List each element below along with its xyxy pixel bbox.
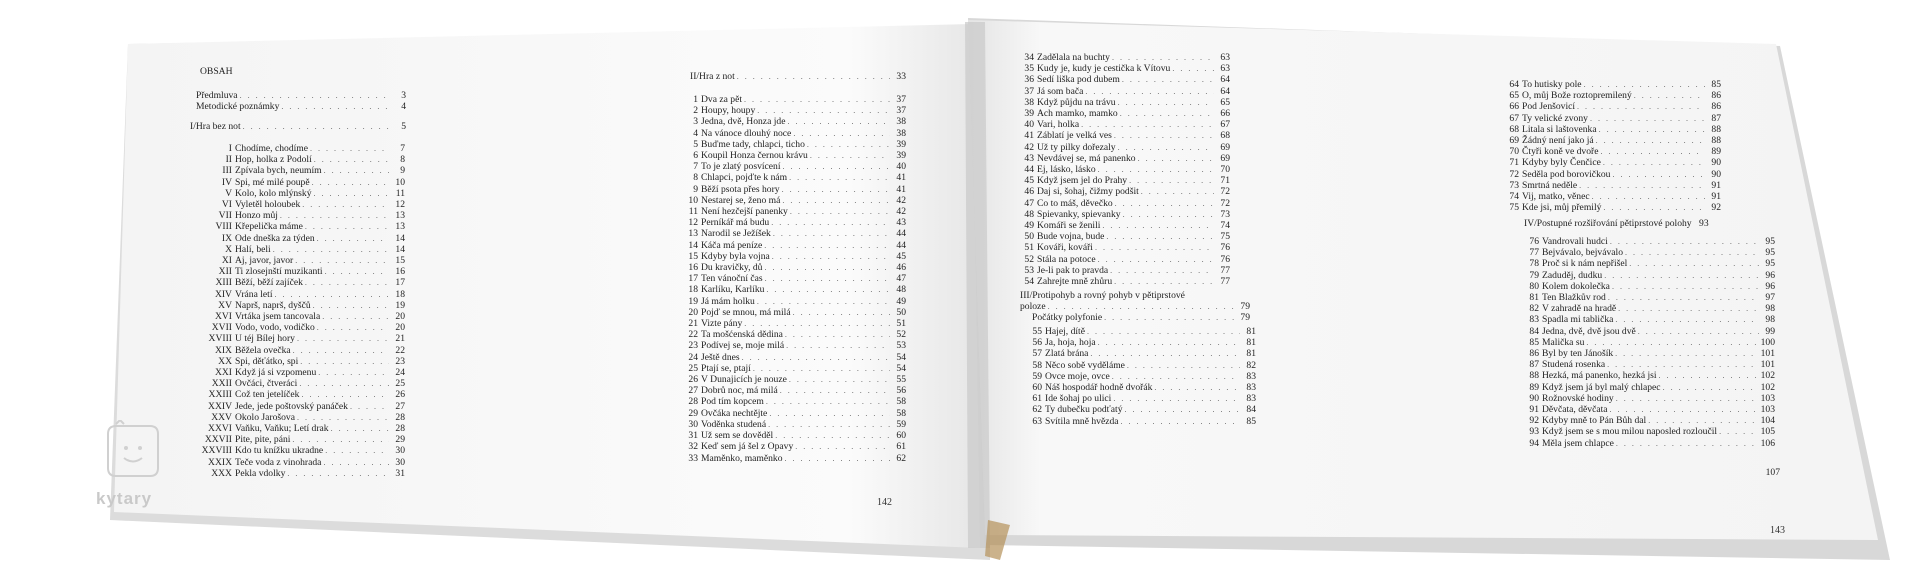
page-number-right: 143 xyxy=(1770,525,1785,536)
toc-entry: 39 Ach mamko, mamko . . . 66 xyxy=(1020,108,1230,119)
toc-entry: 31 Už sem se dověděl . . . 60 xyxy=(684,430,906,441)
toc-entry: III Zpívala bych, neumím . . . 9 xyxy=(140,165,405,176)
toc-entry: 72 Seděla pod borovičkou . . . 90 xyxy=(1505,169,1721,180)
toc-entry: 8 Chlapci, pojďte k nám . . . 41 xyxy=(684,172,906,183)
toc-entry: 77 Bejvávalo, bejvávalo . . . 95 xyxy=(1525,247,1775,258)
toc-entry: 43 Nevdávej se, má panenko . . . 69 xyxy=(1020,153,1230,164)
toc-entry: XVI Vrtáka jsem tancovala . . . 20 xyxy=(140,311,405,322)
toc-entry: 56 Ja, hoja, hoja . . . 81 xyxy=(1028,337,1256,348)
toc-entry: 38 Když půjdu na trávu . . . 65 xyxy=(1020,97,1230,108)
toc-entry: XXVI Vaňku, Vaňku; Letí drak . . . 28 xyxy=(140,423,405,434)
toc-entry: 53 Je-li pak to pravda . . . 77 xyxy=(1020,265,1230,276)
toc-entry: 91 Děvčata, děvčata . . . 103 xyxy=(1525,404,1775,415)
kytary-logo-icon xyxy=(96,420,176,488)
toc-entry: 51 Kováři, kováři . . . 76 xyxy=(1020,242,1230,253)
toc-entry: 30 Voděnka studená . . . 59 xyxy=(684,419,906,430)
toc-entry: 19 Já mám holku . . . 49 xyxy=(684,296,906,307)
toc-entry: 74 Vij, matko, věnec . . . 91 xyxy=(1505,191,1721,202)
toc-entry: 22 Ta mošćenská dědina . . . 52 xyxy=(684,329,906,340)
toc-entry: 7 To je zlatý posvícení . . . 40 xyxy=(684,161,906,172)
toc-entry: 24 Ještě dnes . . . 54 xyxy=(684,352,906,363)
toc-entry: 84 Jedna, dvě, dvě jsou dvě . . . 99 xyxy=(1525,326,1775,337)
toc-entry: 2 Houpy, houpy . . . 37 xyxy=(684,105,906,116)
part-heading: IV/Postupné rozšiřování pětiprstové polohy 93 xyxy=(1524,218,1709,229)
toc-entry: 89 Když jsem já byl malý chlapec . . . 102 xyxy=(1525,382,1775,393)
toc-entry: 54 Zahrejte mně zhůru . . . 77 xyxy=(1020,276,1230,287)
toc-entry: 61 Ide šohaj po ulici . . . 83 xyxy=(1028,393,1256,404)
toc-entry: XIII Běží, běží zajíček . . . 17 xyxy=(140,277,405,288)
toc-entry: 46 Daj si, šohaj, čižmy podšit . . . 72 xyxy=(1020,186,1230,197)
watermark-text: kytary xyxy=(96,489,153,508)
toc-entry: 86 Byl by ten Jánošík . . . 101 xyxy=(1525,348,1775,359)
toc-entry: 66 Pod Jenšovicí . . . 86 xyxy=(1505,101,1721,112)
toc-entry: 60 Náš hospodář hodně dvořák . . . 83 xyxy=(1028,382,1256,393)
toc-entry: 15 Kdyby byla vojna . . . 45 xyxy=(684,251,906,262)
toc-entry: 37 Já som bača . . . 64 xyxy=(1020,86,1230,97)
part3-heading xyxy=(1020,290,1250,324)
toc-entry: 10 Nestarej se, ženo má . . . 42 xyxy=(684,195,906,206)
toc-entry: 87 Studená rosenka . . . 101 xyxy=(1525,359,1775,370)
toc-entry: 48 Spievanky, spievanky . . . 73 xyxy=(1020,209,1230,220)
toc-entry: 69 Žádný není jako já . . . 88 xyxy=(1505,135,1721,146)
toc-entry: XIX Běžela ovečka . . . 22 xyxy=(140,345,405,356)
toc-entry: XXII Ovčáci, čtveráci . . . 25 xyxy=(140,378,405,389)
toc-entry: 28 Pod tím kopcem . . . 58 xyxy=(684,396,906,407)
toc-entry: I Chodíme, chodíme . . . 7 xyxy=(140,143,405,154)
toc-entry: XXX Pekla vdolky . . . 31 xyxy=(140,468,405,479)
toc-entry: 88 Hezká, má panenko, hezká jsi . . . 102 xyxy=(1525,370,1775,381)
toc-entry: 70 Čtyři koně ve dvoře . . . 89 xyxy=(1505,146,1721,157)
toc-entry: XXVIII Kdo tu knížku ukradne . . . 30 xyxy=(140,445,405,456)
toc-entry: 25 Ptají se, ptají . . . 54 xyxy=(684,363,906,374)
toc-entry: 26 V Dunajicích je nouze . . . 55 xyxy=(684,374,906,385)
toc-entry: XXIV Jede, jede poštovský panáček . . . 27 xyxy=(140,401,405,412)
toc-entry: 68 Litala si laštovenka . . . 88 xyxy=(1505,124,1721,135)
part3-title-row: poloze . . . 79 xyxy=(1020,301,1250,312)
extra-page-number: 107 xyxy=(1765,467,1780,478)
toc-entry: 90 Rožnovské hodiny . . . 103 xyxy=(1525,393,1775,404)
toc-entry: 42 Už ty pilky dořezaly . . . 69 xyxy=(1020,142,1230,153)
toc-entry: 36 Sedí liška pod dubem . . . 64 xyxy=(1020,74,1230,85)
part-heading: II/Hra z not . . . 33 xyxy=(690,71,906,82)
toc-entry: Počátky polyfonie . . . 79 xyxy=(1020,312,1250,323)
toc-entry: IV Spi, mé milé poupě . . . 10 xyxy=(140,177,405,188)
toc-entry: 92 Kdyby mně to Pán Bůh dal . . . 104 xyxy=(1525,415,1775,426)
toc-entry: XX Spi, děťátko, spi . . . 23 xyxy=(140,356,405,367)
part4-heading xyxy=(1524,218,1786,229)
toc-column-right-1 xyxy=(1020,52,1230,287)
toc-entry: VI Vyletěl holoubek . . . 12 xyxy=(140,199,405,210)
toc-entry: XII Ti zlosejnští muzikanti . . . 16 xyxy=(140,266,405,277)
toc-column-right-3 xyxy=(1505,79,1721,213)
toc-entry: 12 Perníkář má budu . . . 43 xyxy=(684,217,906,228)
part-heading: I/Hra bez not . . . 5 xyxy=(196,121,406,132)
toc-entry: 20 Pojď se mnou, má milá . . . 50 xyxy=(684,307,906,318)
toc-entry: 82 V zahradě na hradě . . . 98 xyxy=(1525,303,1775,314)
toc-entry: 85 Malička su . . . 100 xyxy=(1525,337,1775,348)
toc-entry: 14 Káča má peníze . . . 44 xyxy=(684,240,906,251)
part3-title-line1: III/Protipohyb a rovný pohyb v pětiprstové xyxy=(1020,290,1185,301)
toc-entry: 47 Co to máš, děvečko . . . 72 xyxy=(1020,198,1230,209)
toc-entry: II Hop, holka z Podolí . . . 8 xyxy=(140,154,405,165)
toc-entry: IX Ode dneška za týden . . . 14 xyxy=(140,233,405,244)
toc-entry: XIV Vrána letí . . . 18 xyxy=(140,289,405,300)
toc-entry: VII Honzo můj . . . 13 xyxy=(140,210,405,221)
toc-entry: 4 Na vánoce dlouhý noce . . . 38 xyxy=(684,128,906,139)
toc-entry: 62 Ty dubečku podťatý . . . 84 xyxy=(1028,404,1256,415)
toc-entry: 27 Dobrů noc, má milá . . . 56 xyxy=(684,385,906,396)
toc-entry: 49 Komáři se ženili . . . 74 xyxy=(1020,220,1230,231)
toc-entry: 52 Stála na potoce . . . 76 xyxy=(1020,254,1230,265)
obsah-heading: OBSAH xyxy=(200,66,233,77)
toc-entry: 5 Buďme tady, chlapci, ticho . . . 39 xyxy=(684,139,906,150)
toc-entry: 41 Záblatí je velká ves . . . 68 xyxy=(1020,130,1230,141)
toc-entry: 3 Jedna, dvě, Honza jde . . . 38 xyxy=(684,116,906,127)
toc-entry: VIII Křepelička máme . . . 13 xyxy=(140,221,405,232)
toc-entry: XXV Okolo Jarošova . . . 28 xyxy=(140,412,405,423)
toc-entry: 1 Dva za pět . . . 37 xyxy=(684,94,906,105)
kytary-logo xyxy=(96,420,176,540)
toc-entry: 93 Když jsem se s mou milou naposled rozloučil . . . 105 xyxy=(1525,426,1775,437)
toc-entry: XXI Když já si vzpomenu . . . 24 xyxy=(140,367,405,378)
toc-entry: V Kolo, kolo mlýnský . . . 11 xyxy=(140,188,405,199)
toc-entry: 80 Kolem dokolečka . . . 96 xyxy=(1525,281,1775,292)
toc-entry: Metodické poznámky . . . 4 xyxy=(196,101,406,112)
page-number-left: 142 xyxy=(877,497,892,508)
toc-entry: 67 Ty velické zvony . . . 87 xyxy=(1505,113,1721,124)
toc-entry: XXIII Což ten jetelíček . . . 26 xyxy=(140,389,405,400)
toc-entry: 34 Zadělala na buchty . . . 63 xyxy=(1020,52,1230,63)
toc-entry: 32 Keď sem já šel z Opavy . . . 61 xyxy=(684,441,906,452)
toc-entry: 76 Vandrovali hudci . . . 95 xyxy=(1525,236,1775,247)
toc-entry: 78 Proč si k nám nepřišel . . . 95 xyxy=(1525,258,1775,269)
toc-entry: 79 Zaduděj, dudku . . . 96 xyxy=(1525,270,1775,281)
toc-entry: XXIX Teče voda z vinohrada . . . 30 xyxy=(140,457,405,468)
toc-entry: X Halí, beli . . . 14 xyxy=(140,244,405,255)
toc-entry: 45 Když jsem jel do Prahy . . . 71 xyxy=(1020,175,1230,186)
toc-entry: 81 Ten Blažkův rod . . . 97 xyxy=(1525,292,1775,303)
toc-entry: 57 Zlatá brána . . . 81 xyxy=(1028,348,1256,359)
toc-entry: 44 Ej, lásko, lásko . . . 70 xyxy=(1020,164,1230,175)
toc-entry: 13 Narodil se Ježíšek . . . 44 xyxy=(684,228,906,239)
toc-entry: 21 Vizte pány . . . 51 xyxy=(684,318,906,329)
toc-entry: 33 Maměnko, maměnko . . . 62 xyxy=(684,453,906,464)
toc-entry: 59 Ovce moje, ovce . . . 83 xyxy=(1028,371,1256,382)
toc-entry: 94 Měla jsem chlapce . . . 106 xyxy=(1525,438,1775,449)
toc-entry: 75 Kde jsi, můj přemilý . . . 92 xyxy=(1505,202,1721,213)
toc-entry: XVIII U téj Bílej hory . . . 21 xyxy=(140,333,405,344)
toc-column-right-2 xyxy=(1028,326,1256,427)
toc-entry: 64 To hutisky pole . . . 85 xyxy=(1505,79,1721,90)
toc-entry: Předmluva . . . 3 xyxy=(196,90,406,101)
toc-entry: 65 O, můj Bože roztopremilený . . . 86 xyxy=(1505,90,1721,101)
toc-entry: 9 Běží psota přes hory . . . 41 xyxy=(684,184,906,195)
toc-entry: 6 Koupil Honza černou krávu . . . 39 xyxy=(684,150,906,161)
toc-entry: 55 Hajej, dítě . . . 81 xyxy=(1028,326,1256,337)
toc-entry: 50 Bude vojna, bude . . . 75 xyxy=(1020,231,1230,242)
toc-entry: 17 Ten vánoční čas . . . 47 xyxy=(684,273,906,284)
toc-entry: 83 Spadla mi tablička . . . 98 xyxy=(1525,314,1775,325)
toc-entry: 63 Svítila mně hvězda . . . 85 xyxy=(1028,416,1256,427)
toc-column-right-4 xyxy=(1525,236,1775,449)
toc-entry: 40 Vari, holka . . . 67 xyxy=(1020,119,1230,130)
toc-entry: 18 Karlíku, Karlíku . . . 48 xyxy=(684,284,906,295)
toc-entry: 73 Smrtná neděle . . . 91 xyxy=(1505,180,1721,191)
toc-entry: 58 Něco sobě vyděláme . . . 82 xyxy=(1028,360,1256,371)
toc-entry: 16 Du kravičky, dů . . . 46 xyxy=(684,262,906,273)
toc-entry: 11 Není hezčejší panenky . . . 42 xyxy=(684,206,906,217)
toc-entry: 29 Ovčáka nechtějte . . . 58 xyxy=(684,408,906,419)
toc-entry: XI Aj, javor, javor . . . 15 xyxy=(140,255,405,266)
toc-entry: XXVII Pite, pite, páni . . . 29 xyxy=(140,434,405,445)
toc-entry: 35 Kudy je, kudy je cestička k Vítovu . . . 63 xyxy=(1020,63,1230,74)
toc-entry: XV Naprš, naprš, dyščů . . . 19 xyxy=(140,300,405,311)
toc-entry: XVII Vodo, vodo, vodičko . . . 20 xyxy=(140,322,405,333)
toc-entry: 71 Kdyby byly Čenčice . . . 90 xyxy=(1505,157,1721,168)
toc-entry: 23 Podívej se, moje milá . . . 53 xyxy=(684,340,906,351)
